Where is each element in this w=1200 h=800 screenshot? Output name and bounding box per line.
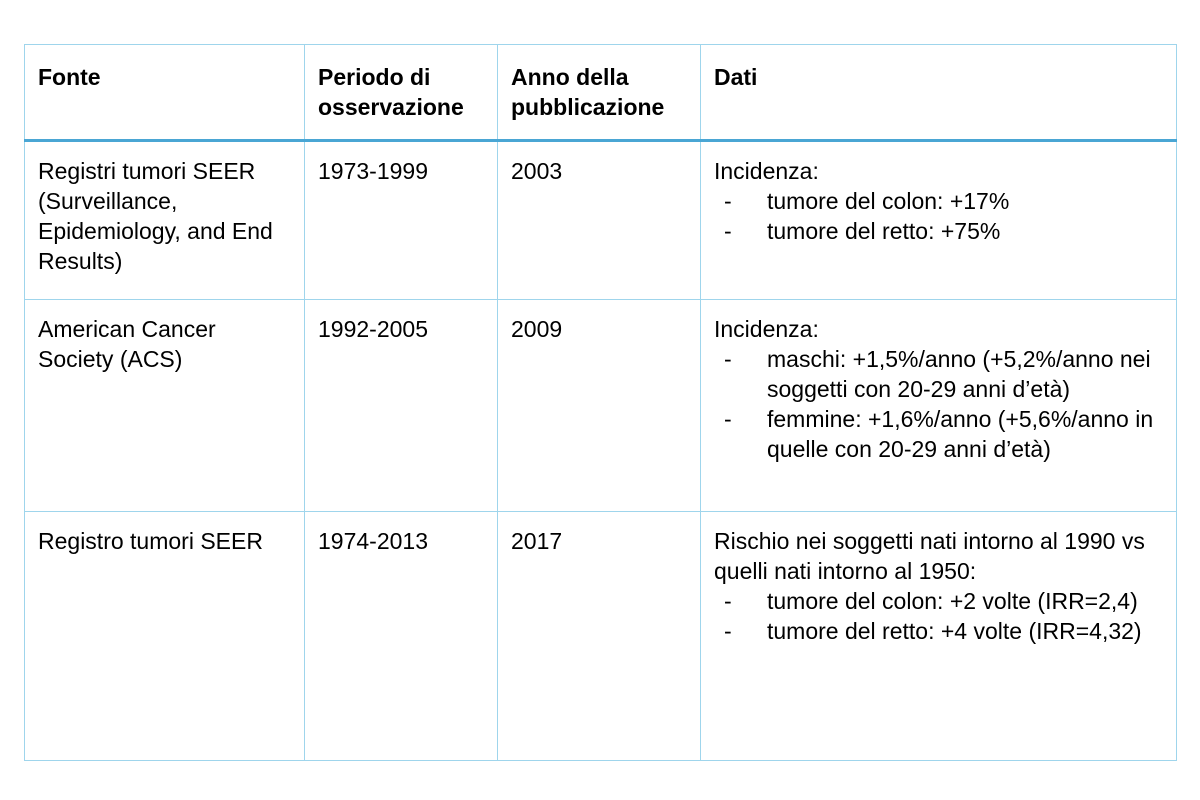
cell-anno: 2017 [498, 512, 701, 761]
list-item: - tumore del colon: +17% [714, 186, 1164, 216]
dati-list [714, 344, 1164, 464]
list-item: - tumore del retto: +75% [714, 216, 1164, 246]
cell-fonte: Registro tumori SEER [25, 512, 305, 761]
cell-anno: 2009 [498, 300, 701, 512]
cell-fonte: Registri tumori SEER (Surveillance, Epidemiology, and End Results) [25, 141, 305, 300]
dati-intro: Incidenza: [714, 158, 819, 184]
list-item: - maschi: +1,5%/anno (+5,2%/anno nei soggetti con 20-29 anni d’età) [714, 344, 1164, 404]
list-item: - tumore del colon: +2 volte (IRR=2,4) [714, 586, 1164, 616]
table-header-row [25, 45, 1177, 141]
cell-periodo: 1973-1999 [305, 141, 498, 300]
table-row [25, 300, 1177, 512]
cell-dati [701, 300, 1177, 512]
table-row [25, 141, 1177, 300]
cell-dati [701, 512, 1177, 761]
cell-dati [701, 141, 1177, 300]
dati-intro: Rischio nei soggetti nati intorno al 1990 vs quelli nati intorno al 1950: [714, 528, 1145, 584]
header-fonte: Fonte [25, 45, 305, 141]
cell-periodo: 1992-2005 [305, 300, 498, 512]
table-row [25, 512, 1177, 761]
dati-intro: Incidenza: [714, 316, 819, 342]
header-anno: Anno della pubblicazione [498, 45, 701, 141]
dati-list [714, 586, 1164, 646]
header-dati: Dati [701, 45, 1177, 141]
data-table [24, 44, 1177, 761]
cell-periodo: 1974-2013 [305, 512, 498, 761]
list-item: - femmine: +1,6%/anno (+5,6%/anno in quelle con 20-29 anni d’età) [714, 404, 1164, 464]
cell-anno: 2003 [498, 141, 701, 300]
header-periodo: Periodo di osservazione [305, 45, 498, 141]
cell-fonte: American Cancer Society (ACS) [25, 300, 305, 512]
dati-list [714, 186, 1164, 246]
list-item: - tumore del retto: +4 volte (IRR=4,32) [714, 616, 1164, 646]
